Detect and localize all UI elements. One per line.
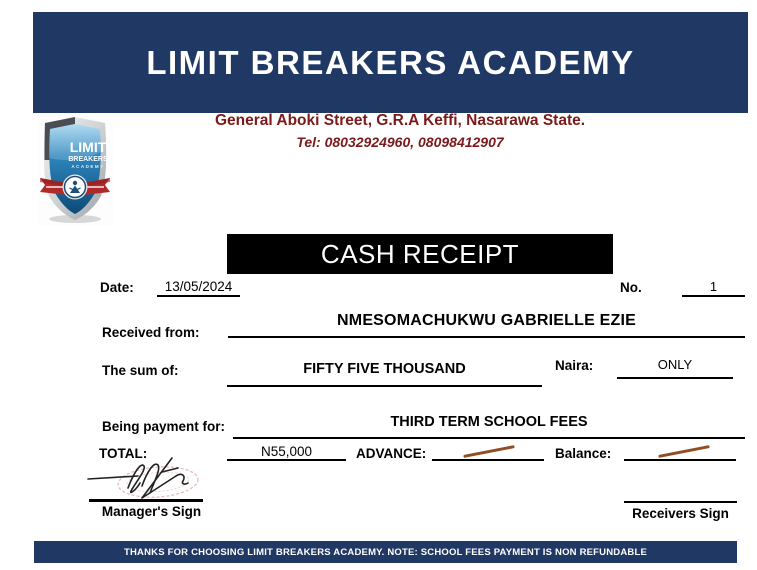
payment-for-label: Being payment for: <box>102 419 226 434</box>
address-line: General Aboki Street, G.R.A Keffi, Nasarawa State. <box>214 112 586 129</box>
footer-bar <box>34 541 737 563</box>
payment-for-field <box>233 414 745 439</box>
svg-text:BREAKERS: BREAKERS <box>68 156 108 163</box>
school-name-title: LIMIT BREAKERS ACADEMY <box>146 43 635 81</box>
received-from-field <box>228 312 745 338</box>
banner-title: CASH RECEIPT <box>320 238 520 269</box>
naira-value: ONLY <box>657 357 693 372</box>
phone-line: Tel: 08032924960, 08098412907 <box>296 134 504 150</box>
no-label: No. <box>620 280 642 295</box>
svg-text:LIMIT: LIMIT <box>69 139 107 155</box>
sum-of-value: FIFTY FIVE THOUSAND <box>303 361 466 377</box>
cash-receipt-banner <box>227 234 613 274</box>
date-field <box>157 279 240 297</box>
total-value: N55,000 <box>260 444 313 459</box>
sum-of-label: The sum of: <box>102 363 179 378</box>
advance-field <box>432 444 544 461</box>
payment-for-value: THIRD TERM SCHOOL FEES <box>390 414 588 430</box>
school-crest-icon <box>37 114 113 226</box>
no-value: 1 <box>709 279 718 294</box>
balance-dash-mark <box>658 445 710 458</box>
sum-of-field <box>227 361 542 387</box>
manager-sign-label: Manager's Sign <box>101 504 202 519</box>
balance-label: Balance: <box>555 446 612 461</box>
manager-sign-line <box>89 499 203 502</box>
received-from-label: Received from: <box>102 325 200 340</box>
manager-signature-scribble <box>84 452 212 504</box>
received-from-value: NMESOMACHUKWU GABRIELLE EZIE <box>337 312 636 329</box>
receiver-sign-label: Receivers Sign <box>632 506 729 521</box>
no-field <box>682 279 745 297</box>
date-label: Date: <box>100 280 134 295</box>
date-value: 13/05/2024 <box>164 279 233 294</box>
balance-field <box>624 444 736 461</box>
naira-label: Naira: <box>555 358 594 373</box>
footer-note: THANKS FOR CHOOSING LIMIT BREAKERS ACADEMY. NOTE: SCHOOL FEES PAYMENT IS NON REFUNDABLE <box>123 546 648 558</box>
total-field <box>227 444 346 461</box>
advance-dash-mark <box>463 445 515 458</box>
advance-label: ADVANCE: <box>356 446 427 461</box>
naira-field <box>617 357 733 379</box>
receiver-sign-line <box>624 501 737 503</box>
total-label: TOTAL: <box>99 446 148 461</box>
svg-text:ACADEMY: ACADEMY <box>71 164 105 169</box>
header-bar <box>33 12 748 113</box>
school-logo <box>37 114 113 226</box>
